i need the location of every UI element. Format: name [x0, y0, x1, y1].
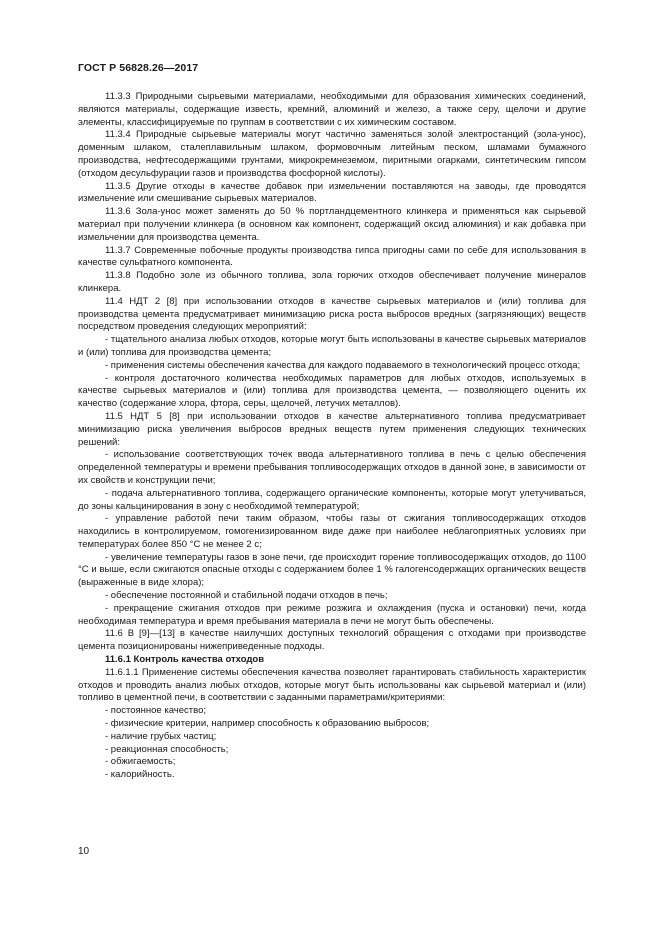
- list-item: - тщательного анализа любых отходов, которые могут быть использованы в качестве сырьевых материалов и (или) топлива для производства цемента;: [78, 334, 586, 358]
- paragraph: 11.4 НДТ 2 [8] при использовании отходов в качестве сырьевых материалов и (или) топлива для производства цемента предусматривает минимизацию риска роста выбросов вредных (загрязняющих) веществ посредством проведения следующих мероприятий:: [78, 295, 586, 333]
- document-header: ГОСТ Р 56828.26—2017: [78, 62, 199, 74]
- list-item: - контроля достаточного количества необходимых параметров для любых отходов, используемых в качестве сырьевых материалов и (или) топлива для производства цемента, — позволяющего оценить их качество (содержание хлора, фтора, серы, щелочей, летучих металлов).: [78, 372, 586, 410]
- list-item: - подача альтернативного топлива, содержащего органические компоненты, которые могут улетучиваться, до зоны кальцинирования в зону с необходимой температурой;: [78, 487, 586, 512]
- list-item: - применения системы обеспечения качества для каждого подаваемого в технологический процесс отхода;: [105, 359, 581, 371]
- document-body: [78, 91, 586, 782]
- list-item: - прекращение сжигания отходов при режиме розжига и охлаждения (пуска и остановки) печи, когда необходимая температура и время пребывания материала в печи не могут быть обеспечены.: [78, 602, 586, 627]
- paragraph: 11.3.6 Зола-унос может заменять до 50 % портландцементного клинкера и применяться как сырьевой материал при получении клинкера (в основном как компонент, содержащий оксид алюминия) и как добавка при измельчении для производства цемента.: [78, 206, 586, 243]
- paragraph: 11.3.4 Природные сырьевые материалы могут частично заменяться золой электростанций (зола-унос), доменным шлаком, сталеплавильным шлаком, формовочным литейным песком, шламами бумажного производства, нефтесодержащими грунтами, микрокремнеземом, пиритными огарками, синтетическим гипсом (отходом десульфурации газов и производства фосфорной кислоты).: [78, 129, 586, 179]
- list-item: - управление работой печи таким образом, чтобы газы от сжигания топливосодержащих отходов находились в контролируемом, гомогенизированном виде даже при наиболее неблагоприятных условиях при температурах более 850 °С не менее 2 с;: [78, 513, 586, 550]
- section-heading: 11.6.1 Контроль качества отходов: [105, 654, 265, 666]
- list-item: - увеличение температуры газов в зоне печи, где происходит горение топливосодержащих отходов, до 1100 °С и выше, если сжигаются опасные отходы с содержанием более 1 % галогенсодержащих органических веществ (выраженные в виде хлора);: [78, 551, 586, 589]
- list-item: - калорийность.: [105, 769, 175, 781]
- list-item: - обжигаемость;: [105, 756, 176, 768]
- paragraph: 11.5 НДТ 5 [8] при использовании отходов в качестве альтернативного топлива предусматривает минимизацию риска увеличения выбросов вредных веществ путем применения следующих технических решений:: [78, 410, 586, 448]
- list-item: - реакционная способность;: [105, 743, 229, 755]
- list-item: - постоянное качество;: [105, 705, 206, 717]
- list-item: - использование соответствующих точек ввода альтернативного топлива в печь с целью обеспечения определенной температуры и времени пребывания топливосодержащих отходов в данной зоне, в зависимости от их свойств и конструкции печи;: [78, 449, 586, 486]
- list-item: - наличие грубых частиц;: [105, 730, 217, 742]
- paragraph: 11.3.3 Природными сырьевыми материалами, необходимыми для образования химических соединений, являются материалы, содержащие известь, кремний, алюминий и железо, а также серу, щелочи и другие элементы, классифицируемые по группам в соответствии с их химическим составом.: [78, 91, 586, 128]
- list-item: - физические критерии, например способность к образованию выбросов;: [105, 718, 430, 730]
- paragraph: 11.3.7 Современные побочные продукты производства гипса пригодны сами по себе для использования в качестве сульфатного компонента.: [78, 244, 586, 269]
- list-item: - обеспечение постоянной и стабильной подачи отходов в печь;: [105, 590, 388, 602]
- paragraph: 11.6 В [9]—[13] в качестве наилучших доступных технологий обращения с отходами при производстве цемента позиционированы нижеприведенные подходы.: [78, 628, 586, 653]
- paragraph: 11.3.8 Подобно золе из обычного топлива, зола горючих отходов обеспечивает получение минералов клинкера.: [78, 270, 586, 294]
- paragraph: 11.3.5 Другие отходы в качестве добавок при измельчении поставляются на заводы, где проводятся измельчение или смешивание сырьевых материалов.: [78, 180, 586, 205]
- paragraph: 11.6.1.1 Применение системы обеспечения качества позволяет гарантировать стабильность характеристик отходов и проводить анализ любых отходов, которые могут быть использованы как сырьевой материал и (или) топливо в цементной печи, в соответствии с заданными параметрами/критериями:: [78, 666, 586, 704]
- page-number: 10: [78, 846, 90, 857]
